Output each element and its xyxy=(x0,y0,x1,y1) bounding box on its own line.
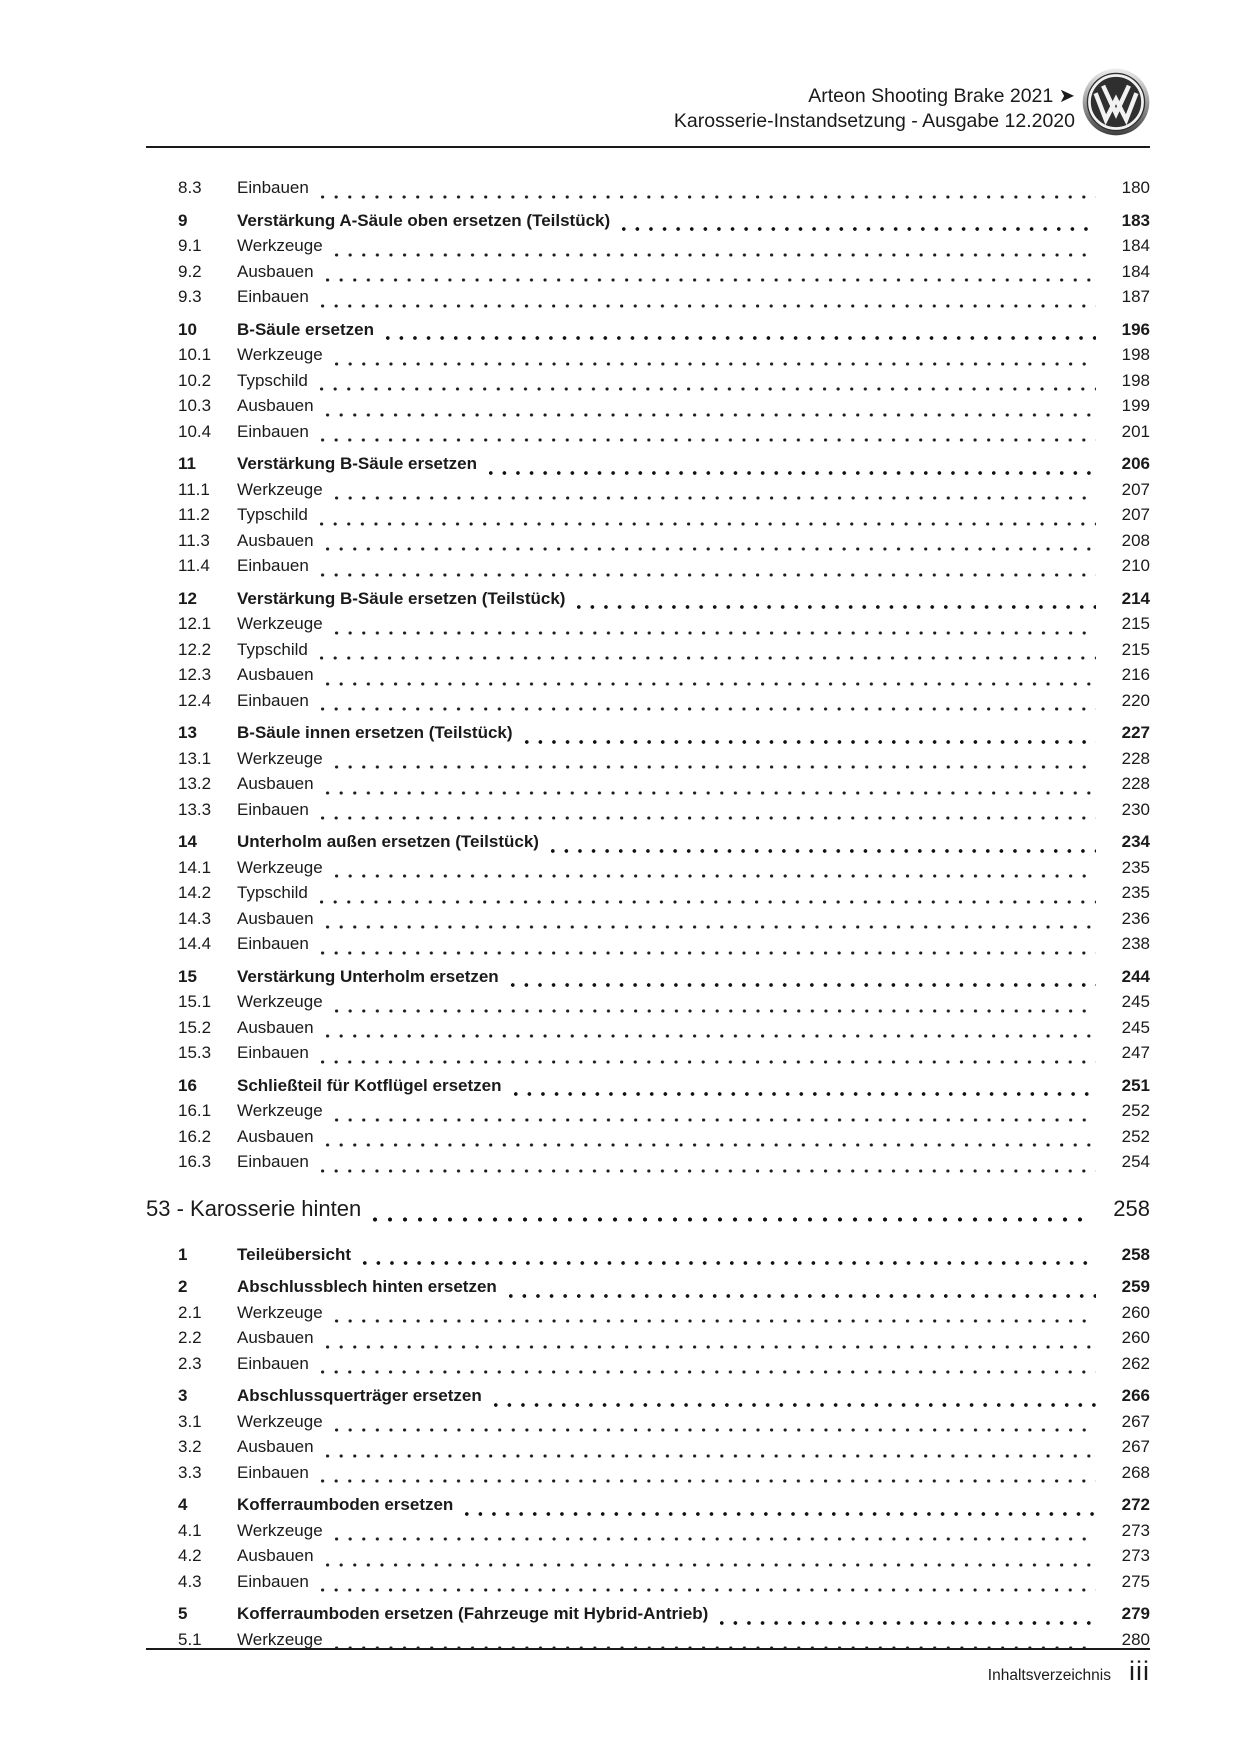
dot-leader-icon xyxy=(525,740,1096,744)
toc-row[interactable] xyxy=(178,1412,1150,1438)
toc-entry-number: 11 xyxy=(178,454,196,473)
toc-row[interactable] xyxy=(178,800,1150,826)
dot-leader-icon xyxy=(321,438,1096,442)
toc-entry-number: 4.1 xyxy=(178,1520,202,1540)
toc-entry-number: 13.1 xyxy=(178,748,212,768)
toc-row[interactable] xyxy=(178,749,1150,775)
toc-row[interactable] xyxy=(178,422,1150,448)
toc-entry-title: Kofferraumboden ersetzen (Fahrzeuge mit Hybrid-Antrieb) xyxy=(237,1604,709,1623)
dot-leader-icon xyxy=(326,1034,1096,1038)
dot-leader-icon xyxy=(326,1563,1096,1567)
toc-entry-number: 14.4 xyxy=(178,934,212,953)
toc-entry-page: 216 xyxy=(1106,665,1150,1753)
toc-entry-page: 201 xyxy=(1106,422,1150,1753)
dot-leader-icon xyxy=(509,1294,1096,1298)
toc-row[interactable] xyxy=(178,211,1150,237)
toc-entry-number: 16.1 xyxy=(178,1101,212,1120)
toc-entry-page: 247 xyxy=(1106,1043,1150,1753)
toc-row[interactable] xyxy=(178,934,1150,960)
toc-entry-page: 228 xyxy=(1106,749,1150,1753)
toc-entry-number: 2 xyxy=(178,1277,188,1296)
dot-leader-icon xyxy=(335,362,1096,366)
toc-entry-title: Werkzeuge xyxy=(237,1629,323,1649)
toc-entry-title: Werkzeuge xyxy=(237,1101,323,1120)
toc-entry-page: 198 xyxy=(1106,345,1150,1753)
toc-entry-number: 3.1 xyxy=(178,1411,202,1431)
toc-entry-title: Einbauen xyxy=(237,1571,309,1591)
toc-entry-title: Ausbauen xyxy=(237,396,314,415)
dot-leader-icon xyxy=(326,278,1096,282)
toc-entry-page: 267 xyxy=(1106,1412,1150,1753)
toc-entry-number: 11.1 xyxy=(178,479,210,499)
toc-entry-number: 3 xyxy=(178,1386,188,1405)
toc-entry-page: 245 xyxy=(1106,1018,1150,1753)
dot-leader-icon xyxy=(326,925,1096,929)
toc-entry-title: Ausbauen xyxy=(237,665,314,684)
dot-leader-icon xyxy=(321,1479,1096,1483)
toc-entry-page: 279 xyxy=(1106,1604,1150,1753)
toc-entry-page: 187 xyxy=(1106,287,1150,1753)
toc-entry-page: 184 xyxy=(1106,262,1150,1753)
toc-entry-page: 244 xyxy=(1106,967,1150,1753)
toc-row[interactable] xyxy=(178,909,1150,935)
toc-row[interactable] xyxy=(178,614,1150,640)
toc-entry-number: 3.3 xyxy=(178,1462,202,1482)
toc-entry-page: 259 xyxy=(1106,1277,1150,1753)
dot-leader-icon xyxy=(335,765,1096,769)
toc-entry-title: Werkzeuge xyxy=(237,857,323,877)
toc-entry-number: 4.3 xyxy=(178,1571,202,1591)
dot-leader-icon xyxy=(373,1217,1088,1222)
toc-row[interactable] xyxy=(178,480,1150,506)
toc-entry-page: 228 xyxy=(1106,774,1150,1753)
toc-entry-number: 10.2 xyxy=(178,370,212,390)
toc-row[interactable] xyxy=(178,774,1150,800)
dot-leader-icon xyxy=(720,1621,1096,1625)
toc-row[interactable] xyxy=(178,691,1150,717)
toc-entry-page: 272 xyxy=(1106,1495,1150,1753)
toc-entry-page: 235 xyxy=(1106,883,1150,1753)
table-of-contents xyxy=(146,178,1150,1655)
toc-entry-title: Typschild xyxy=(237,639,308,659)
dot-leader-icon xyxy=(321,195,1096,199)
toc-entry-title: Einbauen xyxy=(237,934,309,953)
dot-leader-icon xyxy=(321,951,1096,955)
toc-entry-number: 1 xyxy=(178,1244,188,1264)
toc-entry-title: Einbauen xyxy=(237,1152,309,1171)
toc-row[interactable] xyxy=(178,1437,1150,1463)
toc-entry-title: Verstärkung A-Säule oben ersetzen (Teilstück) xyxy=(237,210,611,230)
dot-leader-icon xyxy=(335,1319,1096,1323)
footer-label: Inhaltsverzeichnis xyxy=(987,1667,1111,1684)
footer-rule xyxy=(146,1648,1150,1650)
dot-leader-icon xyxy=(320,387,1096,391)
dot-leader-icon xyxy=(321,573,1096,577)
toc-entry-number: 3.2 xyxy=(178,1437,202,1456)
toc-entry-title: Einbauen xyxy=(237,556,309,575)
page-header xyxy=(674,84,1075,133)
toc-entry-page: 238 xyxy=(1106,934,1150,1753)
toc-entry-page: 230 xyxy=(1106,800,1150,1753)
toc-entry-number: 5.1 xyxy=(178,1629,202,1649)
dot-leader-icon xyxy=(514,1092,1097,1096)
toc-entry-title: Einbauen xyxy=(237,178,309,197)
dot-leader-icon xyxy=(335,1537,1096,1541)
toc-row[interactable] xyxy=(178,505,1150,531)
toc-entry-page: 251 xyxy=(1106,1076,1150,1753)
toc-entry-title: B-Säule ersetzen xyxy=(237,319,374,339)
toc-entry-page: 252 xyxy=(1106,1101,1150,1753)
toc-entry-page: 260 xyxy=(1106,1303,1150,1753)
toc-row[interactable] xyxy=(178,320,1150,346)
toc-entry-page: 199 xyxy=(1106,396,1150,1753)
toc-entry-page: 196 xyxy=(1106,320,1150,1753)
toc-entry-title: Werkzeuge xyxy=(237,1520,323,1540)
toc-entry-page: 273 xyxy=(1106,1546,1150,1753)
toc-entry-title: Kofferraumboden ersetzen xyxy=(237,1495,454,1514)
toc-row[interactable] xyxy=(178,1101,1150,1127)
toc-row[interactable] xyxy=(178,1303,1150,1329)
toc-entry-number: 15.2 xyxy=(178,1017,212,1037)
dot-leader-icon xyxy=(326,413,1096,417)
toc-entry-title: Werkzeuge xyxy=(237,345,323,364)
dot-leader-icon xyxy=(326,1345,1096,1349)
toc-entry-page: 258 xyxy=(1106,1245,1150,1753)
toc-entry-number: 15 xyxy=(178,966,197,986)
dot-leader-icon xyxy=(321,707,1096,711)
toc-row[interactable] xyxy=(178,454,1150,480)
toc-entry-number: 11.2 xyxy=(178,505,210,524)
toc-entry-page: 252 xyxy=(1106,1127,1150,1753)
toc-row[interactable] xyxy=(178,1018,1150,1044)
page-footer xyxy=(988,1656,1150,1687)
toc-row[interactable] xyxy=(178,883,1150,909)
toc-row[interactable] xyxy=(178,1572,1150,1598)
toc-entry-number: 11.4 xyxy=(178,556,210,575)
toc-row[interactable] xyxy=(178,262,1150,288)
toc-entry-title: Teileübersicht xyxy=(237,1244,351,1264)
toc-entry-title: Ausbauen xyxy=(237,530,314,550)
toc-entry-page: 254 xyxy=(1106,1152,1150,1753)
toc-entry-title: Ausbauen xyxy=(237,908,314,928)
toc-chapter-row[interactable] xyxy=(146,1196,1150,1228)
toc-row[interactable] xyxy=(178,287,1150,313)
toc-entry-number: 12.2 xyxy=(178,639,212,659)
dot-leader-icon xyxy=(321,1370,1096,1374)
toc-entry-title: Verstärkung B-Säule ersetzen xyxy=(237,454,477,473)
toc-entry-number: 14 xyxy=(178,832,197,851)
toc-entry-title: 53 - Karosserie hinten xyxy=(146,1195,362,1221)
dot-leader-icon xyxy=(577,605,1096,609)
dot-leader-icon xyxy=(320,522,1096,526)
toc-entry-page: 267 xyxy=(1106,1437,1150,1753)
dot-leader-icon xyxy=(326,1454,1096,1458)
toc-entry-number: 12.4 xyxy=(178,690,212,710)
toc-row[interactable] xyxy=(178,1354,1150,1380)
toc-entry-title: Werkzeuge xyxy=(237,236,323,255)
toc-entry-number: 14.3 xyxy=(178,908,212,928)
toc-row[interactable] xyxy=(178,723,1150,749)
toc-entry-page: 220 xyxy=(1106,691,1150,1753)
toc-entry-page: 198 xyxy=(1106,371,1150,1753)
toc-entry-page: 275 xyxy=(1106,1572,1150,1753)
header-model-line: Arteon Shooting Brake 2021 ➤ xyxy=(808,85,1075,107)
header-doc-line: Karosserie-Instandsetzung - Ausgabe 12.2020 xyxy=(673,109,1075,132)
toc-entry-page: 260 xyxy=(1106,1328,1150,1753)
toc-entry-title: Einbauen xyxy=(237,421,309,441)
toc-row[interactable] xyxy=(178,832,1150,858)
toc-row[interactable] xyxy=(178,345,1150,371)
toc-row[interactable] xyxy=(178,556,1150,582)
toc-row[interactable] xyxy=(178,1152,1150,1178)
dot-leader-icon xyxy=(622,227,1096,231)
toc-entry-title: Ausbauen xyxy=(237,1546,314,1565)
toc-entry-number: 16.2 xyxy=(178,1126,212,1146)
toc-entry-number: 12 xyxy=(178,588,197,608)
toc-entry-title: Typschild xyxy=(237,883,308,902)
toc-row[interactable] xyxy=(178,531,1150,557)
dot-leader-icon xyxy=(465,1512,1096,1516)
toc-entry-title: Abschlussquerträger ersetzen xyxy=(237,1386,482,1405)
toc-row[interactable] xyxy=(178,1604,1150,1630)
toc-entry-page: 207 xyxy=(1106,480,1150,1753)
toc-entry-title: Einbauen xyxy=(237,287,309,306)
toc-entry-title: Ausbauen xyxy=(237,1017,314,1037)
toc-entry-title: Ausbauen xyxy=(237,1437,314,1456)
dot-leader-icon xyxy=(489,471,1096,475)
dot-leader-icon xyxy=(326,682,1096,686)
dot-leader-icon xyxy=(326,547,1096,551)
toc-entry-number: 5 xyxy=(178,1604,188,1623)
toc-entry-title: Ausbauen xyxy=(237,774,314,793)
toc-entry-number: 8.3 xyxy=(178,178,202,197)
toc-entry-number: 14.2 xyxy=(178,883,212,902)
toc-row[interactable] xyxy=(178,640,1150,666)
toc-entry-number: 10 xyxy=(178,319,197,339)
toc-entry-number: 2.2 xyxy=(178,1328,202,1347)
header-rule xyxy=(146,146,1150,148)
toc-row[interactable] xyxy=(178,371,1150,397)
toc-entry-title: Ausbauen xyxy=(237,1328,314,1347)
toc-entry-number: 13.2 xyxy=(178,774,212,793)
toc-entry-title: B-Säule innen ersetzen (Teilstück) xyxy=(237,723,513,742)
toc-entry-number: 15.1 xyxy=(178,992,212,1011)
dot-leader-icon xyxy=(494,1403,1096,1407)
dot-leader-icon xyxy=(335,253,1096,257)
toc-entry-title: Ausbauen xyxy=(237,1126,314,1146)
toc-entry-page: 214 xyxy=(1106,589,1150,1753)
toc-entry-page: 262 xyxy=(1106,1354,1150,1753)
toc-entry-number: 10.3 xyxy=(178,396,212,415)
toc-entry-number: 13.3 xyxy=(178,799,212,819)
toc-entry-title: Werkzeuge xyxy=(237,1411,323,1431)
toc-entry-page: 183 xyxy=(1106,211,1150,1753)
toc-entry-title: Abschlussblech hinten ersetzen xyxy=(237,1277,497,1296)
toc-entry-number: 12.3 xyxy=(178,665,212,684)
toc-entry-page: 210 xyxy=(1106,556,1150,1753)
toc-entry-title: Werkzeuge xyxy=(237,479,323,499)
toc-entry-page: 184 xyxy=(1106,236,1150,1753)
toc-entry-title: Einbauen xyxy=(237,1043,309,1062)
dot-leader-icon xyxy=(335,1118,1096,1122)
toc-entry-number: 16.3 xyxy=(178,1152,212,1171)
toc-entry-page: 234 xyxy=(1106,832,1150,1753)
dot-leader-icon xyxy=(321,816,1096,820)
toc-entry-page: 268 xyxy=(1106,1463,1150,1753)
toc-entry-number: 10.4 xyxy=(178,421,212,441)
dot-leader-icon xyxy=(320,900,1096,904)
dot-leader-icon xyxy=(321,1588,1096,1592)
dot-leader-icon xyxy=(335,1428,1096,1432)
toc-entry-number: 2.1 xyxy=(178,1302,202,1322)
toc-entry-number: 9 xyxy=(178,210,188,230)
dot-leader-icon xyxy=(335,631,1096,635)
toc-entry-page: 215 xyxy=(1106,640,1150,1753)
toc-entry-title: Einbauen xyxy=(237,1462,309,1482)
toc-entry-title: Ausbauen xyxy=(237,261,314,281)
toc-row[interactable] xyxy=(178,858,1150,884)
toc-entry-title: Werkzeuge xyxy=(237,748,323,768)
dot-leader-icon xyxy=(363,1261,1096,1265)
toc-row[interactable] xyxy=(178,1127,1150,1153)
toc-entry-title: Einbauen xyxy=(237,799,309,819)
toc-row[interactable] xyxy=(178,1043,1150,1069)
toc-row[interactable] xyxy=(178,665,1150,691)
toc-entry-title: Einbauen xyxy=(237,1353,309,1373)
toc-row[interactable] xyxy=(178,1546,1150,1572)
toc-entry-title: Einbauen xyxy=(237,690,309,710)
toc-entry-number: 11.3 xyxy=(178,530,210,550)
toc-row[interactable] xyxy=(178,1495,1150,1521)
dot-leader-icon xyxy=(511,983,1096,987)
dot-leader-icon xyxy=(335,496,1096,500)
toc-entry-title: Schließteil für Kotflügel ersetzen xyxy=(237,1075,502,1095)
toc-row[interactable] xyxy=(178,1076,1150,1102)
toc-entry-title: Verstärkung B-Säule ersetzen (Teilstück) xyxy=(237,588,566,608)
toc-row[interactable] xyxy=(178,1328,1150,1354)
toc-row[interactable] xyxy=(178,967,1150,993)
toc-entry-title: Unterholm außen ersetzen (Teilstück) xyxy=(237,832,539,851)
toc-row[interactable] xyxy=(178,1630,1150,1656)
toc-row[interactable] xyxy=(178,589,1150,615)
toc-row[interactable] xyxy=(178,178,1150,204)
toc-entry-number: 12.1 xyxy=(178,614,212,633)
dot-leader-icon xyxy=(326,791,1096,795)
dot-leader-icon xyxy=(335,874,1096,878)
toc-entry-page: 235 xyxy=(1106,858,1150,1753)
toc-entry-number: 14.1 xyxy=(178,857,212,877)
toc-entry-page: 245 xyxy=(1106,992,1150,1753)
toc-entry-page: 236 xyxy=(1106,909,1150,1753)
toc-row[interactable] xyxy=(178,1245,1150,1271)
toc-entry-title: Typschild xyxy=(237,505,308,524)
dot-leader-icon xyxy=(321,1169,1096,1173)
vw-logo-icon xyxy=(1082,68,1150,136)
toc-entry-title: Werkzeuge xyxy=(237,992,323,1011)
toc-entry-title: Werkzeuge xyxy=(237,614,323,633)
toc-entry-number: 4 xyxy=(178,1495,188,1514)
toc-row[interactable] xyxy=(178,1277,1150,1303)
toc-entry-page: 266 xyxy=(1106,1386,1150,1753)
footer-page-number: iii xyxy=(1129,1656,1150,1686)
toc-entry-page: 215 xyxy=(1106,614,1150,1753)
toc-entry-number: 9.1 xyxy=(178,236,202,255)
toc-entry-page: 258 xyxy=(1098,1196,1150,1753)
toc-entry-title: Werkzeuge xyxy=(237,1302,323,1322)
dot-leader-icon xyxy=(321,304,1096,308)
toc-entry-page: 207 xyxy=(1106,505,1150,1753)
toc-entry-number: 15.3 xyxy=(178,1043,212,1062)
toc-row[interactable] xyxy=(178,236,1150,262)
toc-entry-number: 10.1 xyxy=(178,345,212,364)
toc-entry-page: 227 xyxy=(1106,723,1150,1753)
dot-leader-icon xyxy=(326,1143,1096,1147)
toc-row[interactable] xyxy=(178,992,1150,1018)
dot-leader-icon xyxy=(551,849,1096,853)
dot-leader-icon xyxy=(386,336,1096,340)
toc-entry-number: 4.2 xyxy=(178,1546,202,1565)
toc-entry-number: 9.3 xyxy=(178,287,202,306)
toc-entry-title: Typschild xyxy=(237,370,308,390)
toc-entry-page: 208 xyxy=(1106,531,1150,1753)
toc-entry-page: 206 xyxy=(1106,454,1150,1753)
dot-leader-icon xyxy=(320,656,1096,660)
toc-entry-number: 13 xyxy=(178,723,197,742)
toc-row[interactable] xyxy=(178,396,1150,422)
toc-entry-number: 16 xyxy=(178,1075,197,1095)
toc-entry-page: 280 xyxy=(1106,1630,1150,1753)
toc-entry-title: Verstärkung Unterholm ersetzen xyxy=(237,966,499,986)
toc-row[interactable] xyxy=(178,1463,1150,1489)
dot-leader-icon xyxy=(321,1060,1096,1064)
toc-entry-number: 2.3 xyxy=(178,1353,202,1373)
toc-row[interactable] xyxy=(178,1386,1150,1412)
dot-leader-icon xyxy=(335,1009,1096,1013)
toc-entry-page: 273 xyxy=(1106,1521,1150,1753)
toc-row[interactable] xyxy=(178,1521,1150,1547)
toc-entry-page: 180 xyxy=(1106,178,1150,1753)
toc-entry-number: 9.2 xyxy=(178,261,202,281)
